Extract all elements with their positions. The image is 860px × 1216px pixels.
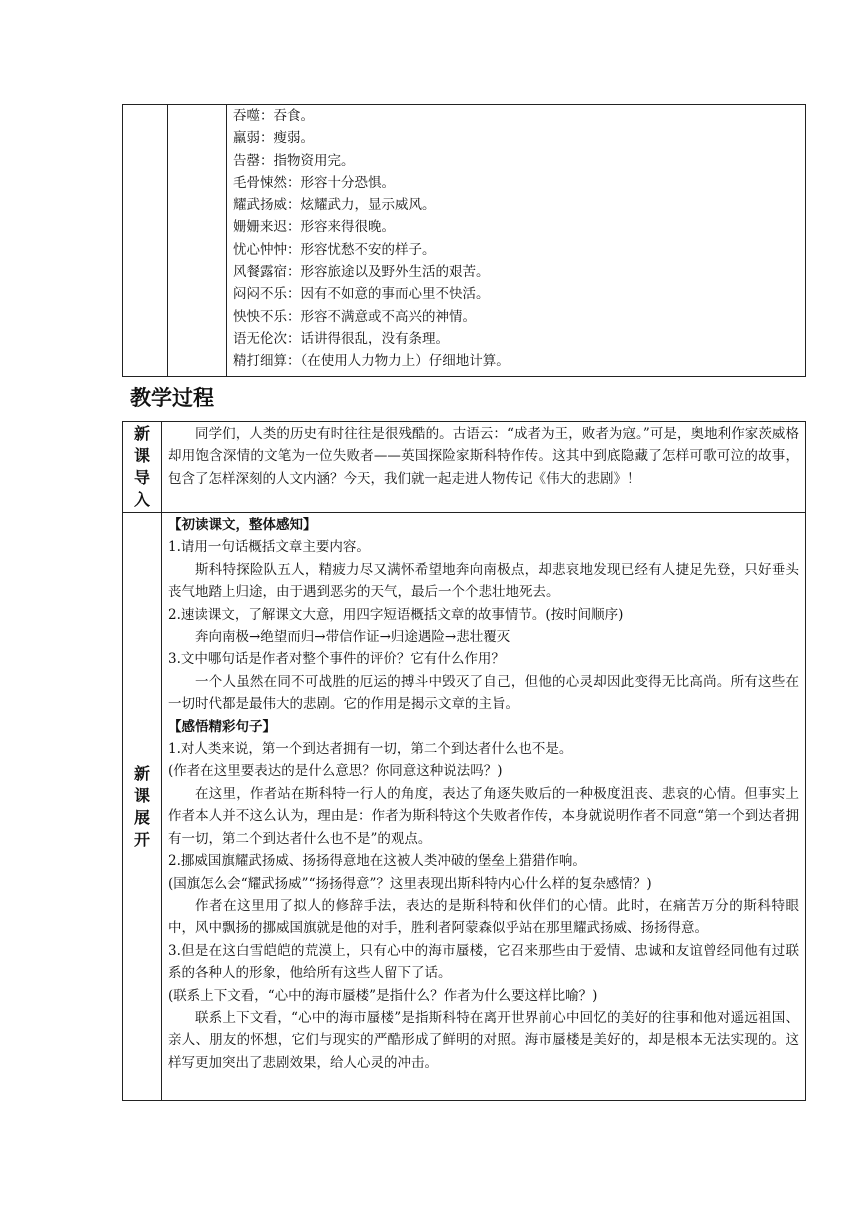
intro-label: 新课导入 bbox=[133, 424, 150, 509]
quoted-sentence: 3.但是在这白雪皑皑的荒漠上，只有心中的海市蜃楼，它召来那些由于爱情、忠诚和友谊曾经同他有过联系的各种人的形象，他给所有这些人留下了话。 bbox=[168, 942, 799, 982]
body-label: 新课展开 bbox=[133, 763, 150, 849]
vocabulary-entry: 羸弱：瘦弱。 bbox=[233, 130, 314, 147]
vocabulary-entry: 忧心忡忡：形容忧愁不安的样子。 bbox=[233, 241, 436, 258]
lesson-body-row bbox=[123, 513, 806, 1101]
intro-row bbox=[123, 422, 806, 513]
vocabulary-row bbox=[123, 105, 806, 377]
question: (作者在这里要表达的是什么意思？你同意这种说法吗？) bbox=[168, 763, 503, 780]
vocabulary-table bbox=[122, 104, 806, 377]
vocabulary-entry: 告罄：指物资用完。 bbox=[233, 152, 355, 169]
answer: 在这里，作者站在斯科特一行人的角度，表达了角逐失败后的一种极度沮丧、悲哀的心情。但事实上作者本人并不这么认为，理由是：作者为斯科特这个失败者作传，本身就说明作者不同意“第一个到达者拥有一切，第二个到达者什么也不是”的观点。 bbox=[168, 785, 799, 847]
intro-paragraph: 同学们，人类的历史有时往往是很残酷的。古语云：“成者为王，败者为寇。”可是，奥地利作家茨威格却用饱含深情的文笔为一位失败者——英国探险家斯科特作传。这其中到底隐藏了怎样可歌可泣的故事，包含了怎样深刻的人文内涵？今天，我们就一起走进人物传记《伟大的悲剧》！ bbox=[168, 426, 799, 487]
section-title: 教学过程 bbox=[130, 386, 214, 410]
vocabulary-entry: 怏怏不乐：形容不满意或不高兴的神情。 bbox=[233, 308, 476, 325]
teaching-process-table bbox=[122, 421, 806, 1101]
vocabulary-entry: 风餐露宿：形容旅途以及野外生活的艰苦。 bbox=[233, 264, 490, 281]
answer: 联系上下文看，“心中的海市蜃楼”是指斯科特在离开世界前心中回忆的美好的往事和他对遥远祖国、亲人、朋友的怀想，它们与现实的严酷形成了鲜明的对照。海市蜃楼是美好的，却是根本无法实现的。这样写更加突出了悲剧效果，给人心灵的冲击。 bbox=[168, 1009, 799, 1071]
vocabulary-entry: 耀武扬威：炫耀武力，显示威风。 bbox=[233, 197, 436, 214]
vocabulary-entry: 精打细算：（在使用人力物力上）仔细地计算。 bbox=[233, 353, 510, 370]
body-content-cell bbox=[162, 513, 806, 1101]
question: 1.请用一句话概括文章主要内容。 bbox=[168, 539, 370, 556]
section-heading: 【感悟精彩句子】 bbox=[168, 718, 276, 735]
answer: 斯科特探险队五人，精疲力尽又满怀希望地奔向南极点，却悲哀地发现已经有人捷足先登，只好垂头丧气地踏上归途，由于遇到恶劣的天气，最后一个个悲壮地死去。 bbox=[168, 561, 799, 601]
question: 3.文中哪句话是作者对整个事件的评价？它有什么作用？ bbox=[168, 651, 505, 668]
intro-content-cell bbox=[162, 422, 806, 513]
vocabulary-entry: 语无伦次：话讲得很乱，没有条理。 bbox=[233, 330, 449, 347]
vocabulary-list-cell bbox=[227, 105, 806, 377]
section-heading: 【初读课文，整体感知】 bbox=[168, 517, 317, 533]
question: 2.速读课文，了解课文大意，用四字短语概括文章的故事情节。(按时间顺序) bbox=[168, 606, 624, 623]
vocabulary-empty-cell bbox=[168, 105, 227, 377]
answer: 一个人虽然在同不可战胜的厄运的搏斗中毁灭了自己，但他的心灵却因此变得无比高尚。所有这些在一切时代都是最伟大的悲剧。它的作用是揭示文章的主旨。 bbox=[168, 673, 799, 713]
vocabulary-entry: 吞噬：吞食。 bbox=[233, 108, 314, 124]
body-label-cell bbox=[123, 513, 162, 1101]
vocabulary-entry: 毛骨悚然：形容十分恐惧。 bbox=[233, 174, 395, 191]
answer: 奔向南极→绝望而归→带信作证→归途遇险→悲壮覆灭 bbox=[195, 629, 511, 646]
vocabulary-entry: 姗姗来迟：形容来得很晚。 bbox=[233, 219, 395, 236]
question: (联系上下文看，“心中的海市蜃楼”是指什么？作者为什么要这样比喻？) bbox=[168, 987, 598, 1004]
vocabulary-entry: 闷闷不乐：因有不如意的事而心里不快活。 bbox=[233, 286, 490, 303]
answer: 作者在这里用了拟人的修辞手法，表达的是斯科特和伙伴们的心情。此时，在痛苦万分的斯科特眼中，风中飘扬的挪威国旗就是他的对手，胜利者阿蒙森似乎站在那里耀武扬威、扬扬得意。 bbox=[168, 897, 799, 937]
quoted-sentence: 2.挪威国旗耀武扬威、扬扬得意地在这被人类冲破的堡垒上猎猎作响。 bbox=[168, 853, 586, 870]
quoted-sentence: 1.对人类来说，第一个到达者拥有一切，第二个到达者什么也不是。 bbox=[168, 741, 573, 758]
intro-label-cell bbox=[123, 422, 162, 513]
question: (国旗怎么会“耀武扬威”“扬扬得意”？这里表现出斯科特内心什么样的复杂感情？) bbox=[168, 875, 652, 892]
vocabulary-empty-cell bbox=[123, 105, 168, 377]
